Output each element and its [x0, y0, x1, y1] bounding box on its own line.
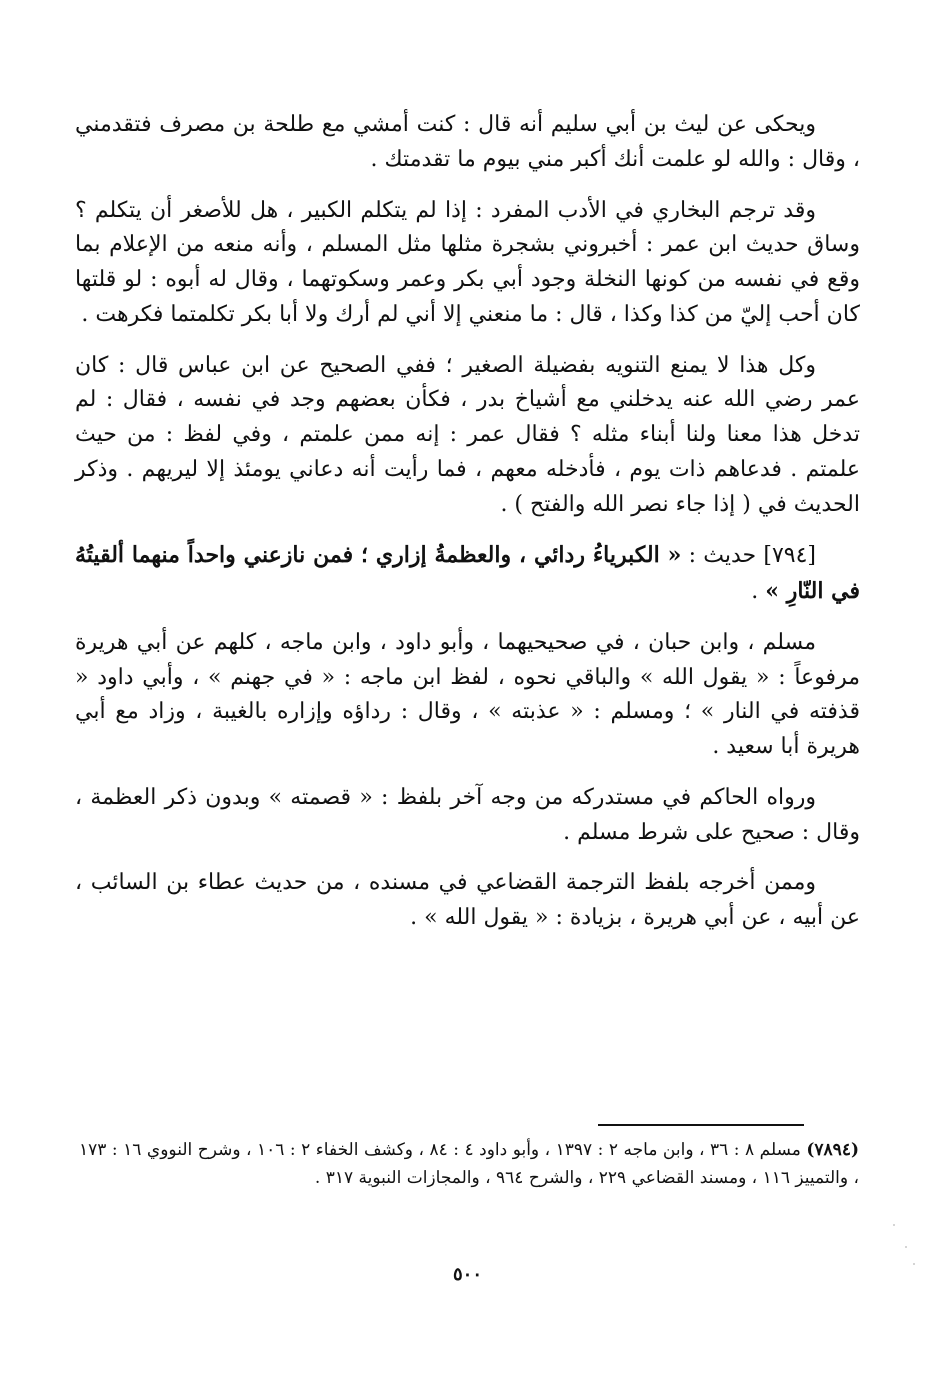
paragraph-ibn-abbas: وكل هذا لا يمنع التنويه بفضيلة الصغير ؛ ففي الصحيح عن ابن عباس قال : كان عمر رضي الله عنه يدخلني مع أشياخ بدر ، فكأن بعضهم وجد في نفسه ، فقال : لم تدخل هذا معنا ولنا أبناء مثله ؟ فقال عمر : إنه ممن علمتم ، وفي لفظ : من حيث علمتم . فدعاهم ذات يوم ، فأدخله معهم ، فما رأيت أنه دعاني يومئذ إلا ليريهم . وذكر الحديث في ( إذا جاء نصر الله والفتح ) .	[75, 352, 860, 517]
footnote-text: مسلم ٨ : ٣٦ ، وابن ماجه ٢ : ١٣٩٧ ، وأبو داود ٤ : ٨٤ ، وكشف الخفاء ٢ : ١٠٦ ، وشرح النووي ١٦ : ١٧٣ ، والتمييز ١١٦ ، ومسند القضاعي ٢٢٩ ، والشرح ٩٦٤ ، والمجازات النبوية ٣١٧ .	[79, 1140, 859, 1189]
scan-speck	[913, 1263, 915, 1265]
commentary-hakim: ورواه الحاكم في مستدركه من وجه آخر بلفظ : « قصمته » وبدون ذكر العظمة ، وقال : صحيح على شرط مسلم .	[75, 784, 860, 845]
entry-lead: حديث :	[688, 543, 757, 569]
paragraph-bukhari: وقد ترجم البخاري في الأدب المفرد : إذا لم يتكلم الكبير ، هل للأصغر أن يتكلم ؟ وساق حديث ابن عمر : أخبروني بشجرة مثلها مثل المسلم ، وأنه منعه من الإعلام بما وقع في نفسه من كونها النخلة وجود أبي بكر وعمر وسكوتهما ، وقال له أبوه : لو قلتها كان أحب إليّ من كذا وكذا ، قال : ما منعني إلا أني لم أرك ولا أبا بكر تكلمتما فكرهت .	[75, 197, 860, 327]
footnote	[79, 1136, 859, 1192]
page-number: ٥٠٠	[452, 1264, 482, 1285]
commentary-sources: مسلم ، وابن حبان ، في صحيحيهما ، وأبو داود ، وابن ماجه ، كلهم عن أبي هريرة مرفوعاً : « يقول الله » والباقي نحوه ، لفظ ابن ماجه : « في جهنم » ، وأبي داود « قذفته في النار » ؛ ومسلم : « عذبته » ، وقال : رداؤه وإزاره بالغيبة ، وزاد مع أبي هريرة أبا سعيد .	[75, 629, 860, 759]
scan-speck	[893, 1224, 895, 1226]
entry-number: [٧٩٤]	[763, 543, 817, 569]
paragraph-layth: ويحكى عن ليث بن أبي سليم أنه قال : كنت أمشي مع طلحة بن مصرف فتقدمني ، وقال : والله لو علمت أنك أكبر مني بيوم ما تقدمتك .	[75, 112, 860, 172]
hadith-text: « الكبرياءُ ردائي ، والعظمةُ إزاري ؛ فمن نازعني واحداً منهما ألقيتُهُ في النّارِ »	[75, 542, 860, 604]
scan-speck	[905, 1246, 907, 1248]
hadith-entry	[75, 538, 860, 610]
footnote-separator	[598, 1124, 804, 1126]
commentary-qudai: وممن أخرجه بلفظ الترجمة القضاعي في مسنده ، من حديث عطاء بن السائب ، عن أبيه ، عن أبي هريرة ، بزيادة : « يقول الله » .	[75, 870, 860, 930]
entry-end: .	[751, 579, 759, 604]
page-body	[75, 108, 860, 952]
footnote-number: (٧٨٩٤)	[806, 1140, 859, 1160]
